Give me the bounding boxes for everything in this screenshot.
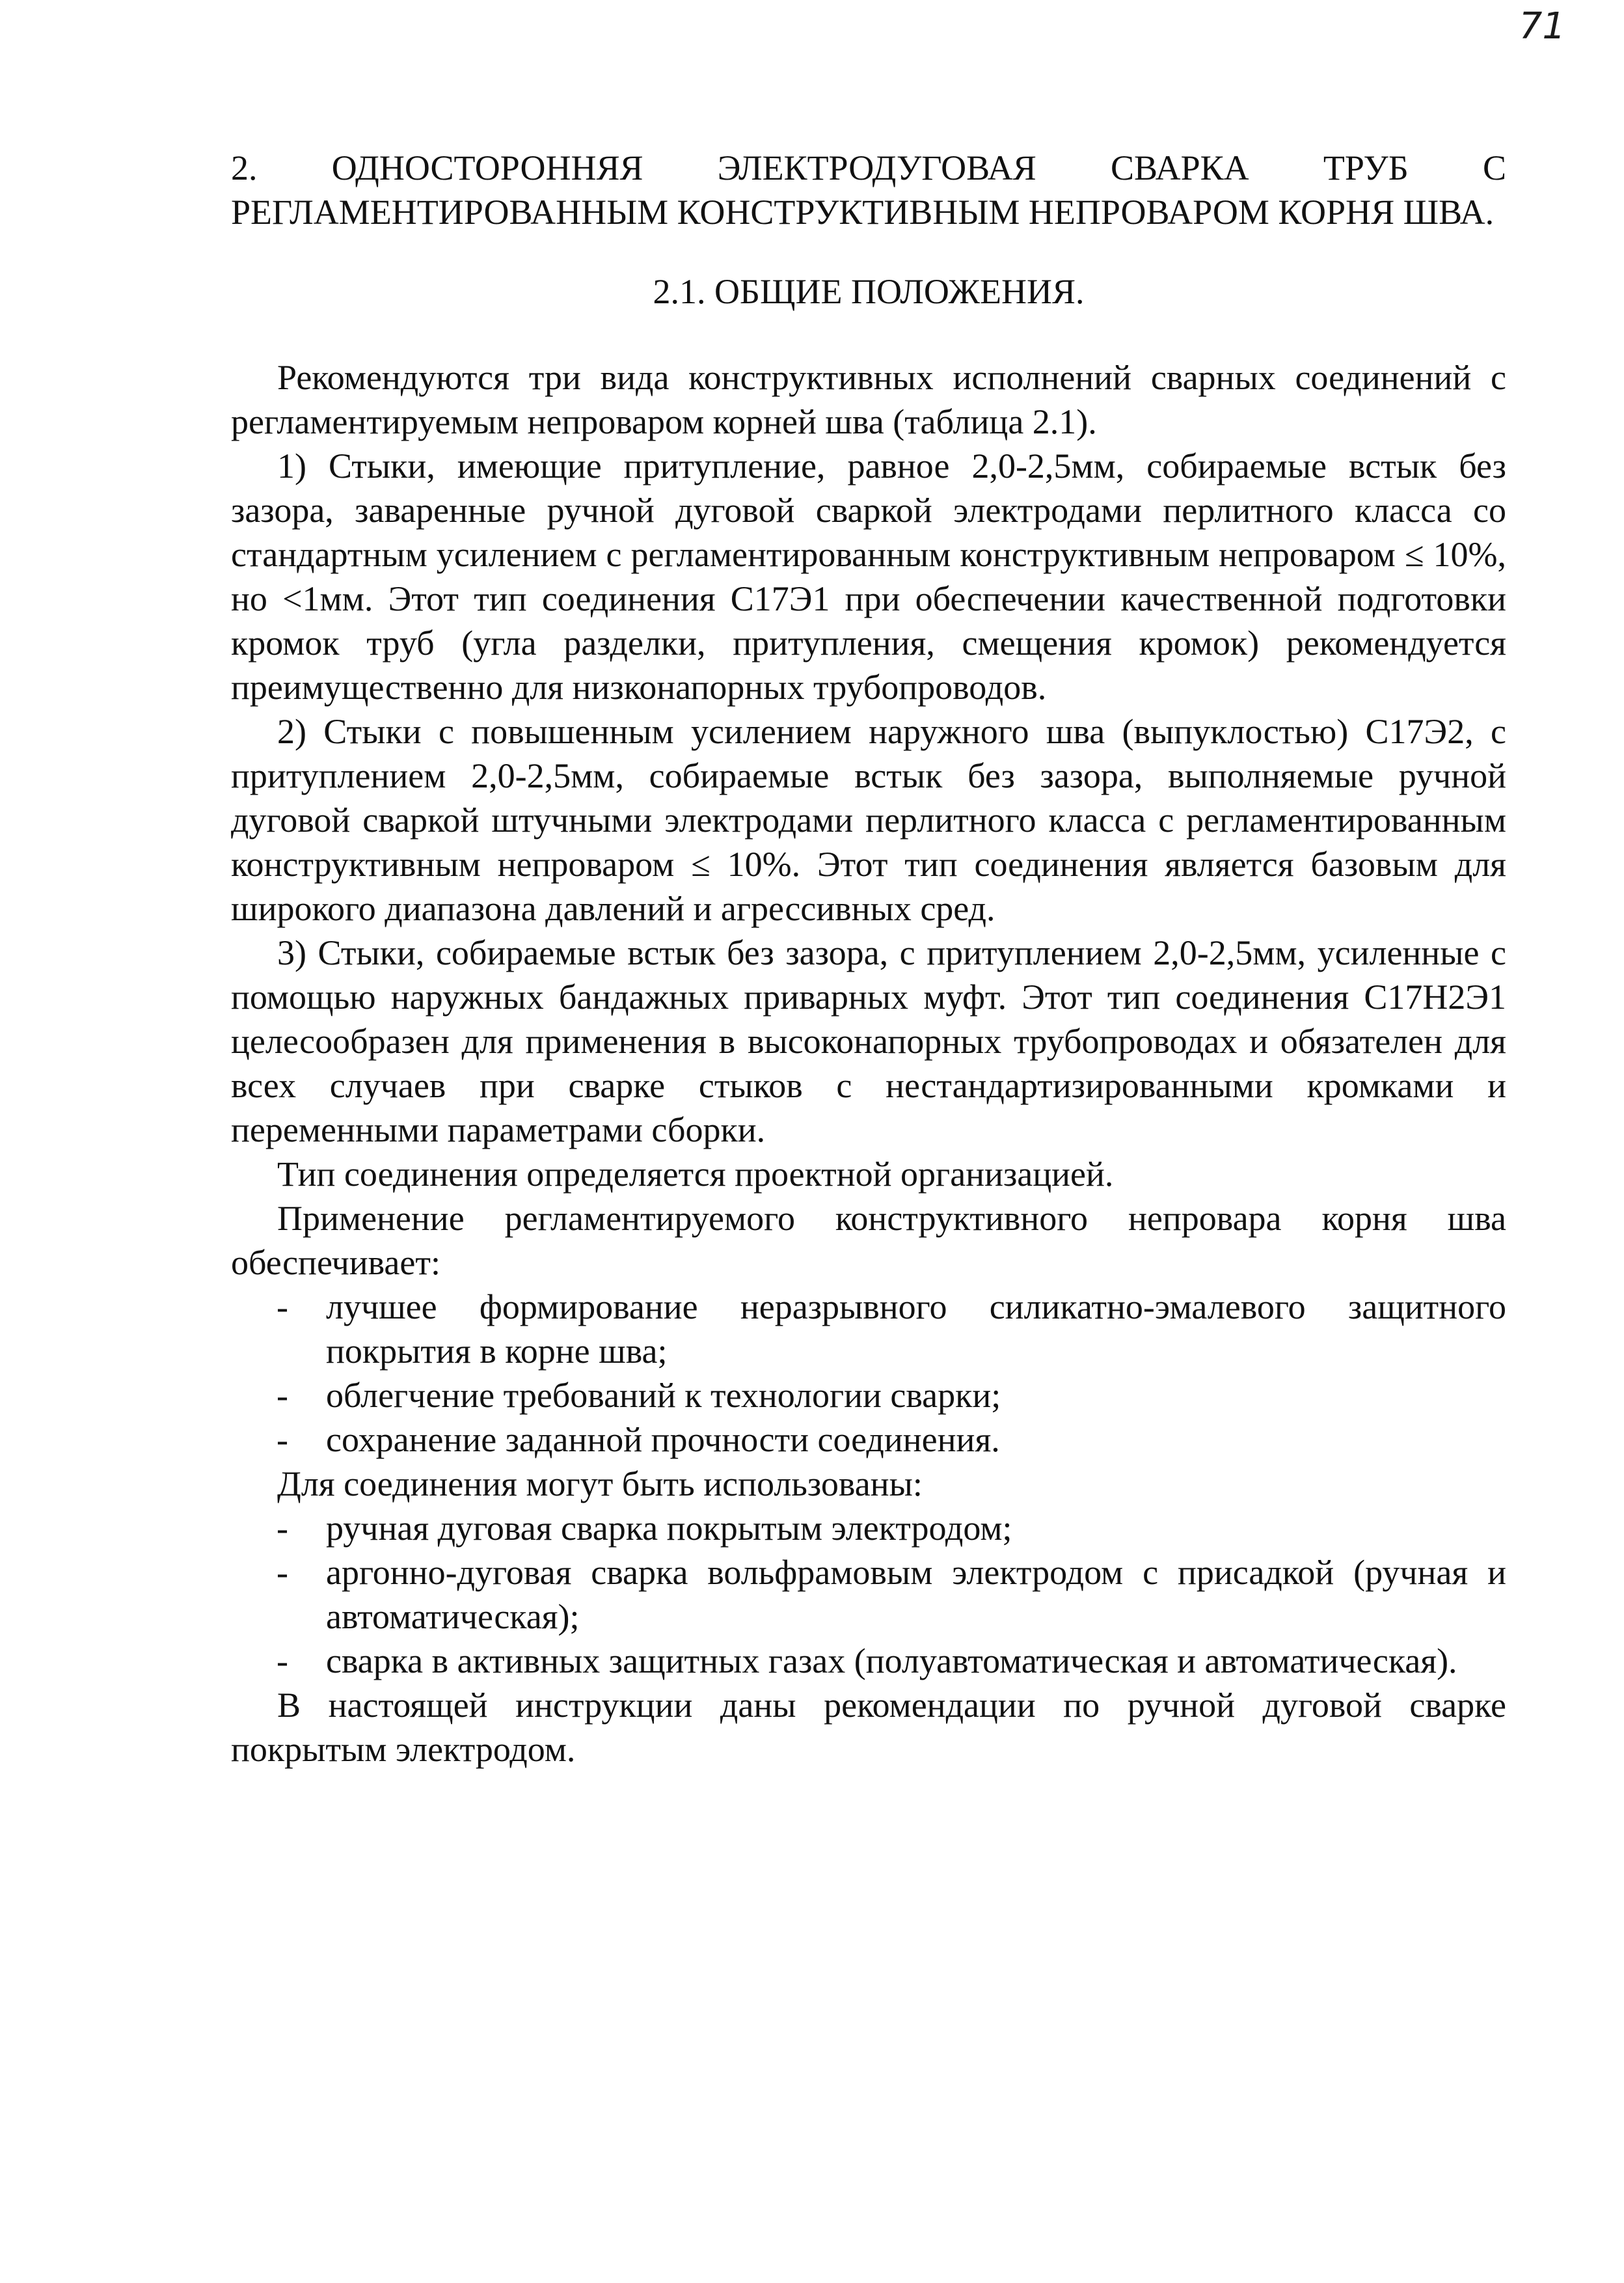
bullet-dash: - [277,1376,288,1415]
subsection-heading: 2.1. ОБЩИЕ ПОЛОЖЕНИЯ. [653,272,1085,311]
bullet-dash: - [277,1553,288,1592]
methods-intro-paragraph: Для соединения могут быть использованы: [277,1464,923,1503]
bullet-dash: - [277,1287,288,1326]
list-item-text: лучшее формирование неразрывного силикатно-эмалевого защитного покрытия в корне шва; [326,1287,1506,1371]
list-item-text: сварка в активных защитных газах (полуавтоматическая и автоматическая). [326,1641,1457,1680]
page-content [231,146,1506,1771]
bullet-dash: - [277,1509,288,1548]
list-item [231,1417,1506,1462]
conclusion-paragraph: В настоящей инструкции даны рекомендации по ручной дуговой сварке покрытым электродом. [231,1686,1506,1769]
type-defined-paragraph: Тип соединения определяется проектной организацией. [277,1155,1114,1194]
bullet-dash: - [277,1641,288,1680]
page-number: 71 [1519,5,1565,48]
joint-type-1-paragraph: 1) Стыки, имеющие притупление, равное 2,0-2,5мм, собираемые встык без зазора, заваренные ручной дуговой сваркой электродами перлитного класса со стандартным усилением с регламентированным конструктивным непроваром ≤ 10%, но <1мм. Этот тип соединения С17Э1 при обеспечении качественной подготовки кромок труб (угла разделки, притупления, смещения кромок) рекомендуется преимущественно для низконапорных трубопроводов. [231,446,1506,707]
joint-type-3-paragraph: 3) Стыки, собираемые встык без зазора, с притуплением 2,0-2,5мм, усиленные с помощью наружных бандажных приварных муфт. Этот тип соединения С17Н2Э1 целесообразен для применения в высоконапорных трубопроводах и обязателен для всех случаев при сварке стыков с нестандартизированными кромками и переменными параметрами сборки. [231,933,1506,1149]
application-paragraph: Применение регламентируемого конструктивного непровара корня шва обеспечивает: [231,1199,1506,1282]
bullet-dash: - [277,1420,288,1459]
list-item-text: ручная дуговая сварка покрытым электродом; [326,1509,1012,1548]
benefits-list [231,1285,1506,1462]
list-item-text: облегчение требований к технологии сварки; [326,1376,1001,1415]
joint-type-2-paragraph: 2) Стыки с повышенным усилением наружного шва (выпуклостью) С17Э2, с притуплением 2,0-2,5мм, собираемые встык без зазора, выполняемые ручной дуговой сваркой штучными электродами перлитного класса с регламентированным конструктивным непроваром ≤ 10%. Этот тип соединения является базовым для широкого диапазона давлений и агрессивных сред. [231,712,1506,928]
list-item [231,1506,1506,1550]
section-heading: 2. ОДНОСТОРОННЯЯ ЭЛЕКТРОДУГОВАЯ СВАРКА ТРУБ С РЕГЛАМЕНТИРОВАННЫМ КОНСТРУКТИВНЫМ НЕПРОВАРОМ КОРНЯ ШВА. [231,148,1506,232]
intro-paragraph: Рекомендуются три вида конструктивных исполнений сварных соединений с регламентируемым непроваром корней шва (таблица 2.1). [231,358,1506,441]
methods-list [231,1506,1506,1683]
list-item [231,1373,1506,1417]
list-item-text: сохранение заданной прочности соединения. [326,1420,1000,1459]
list-item [231,1639,1506,1683]
list-item-text: аргонно-дуговая сварка вольфрамовым электродом с присадкой (ручная и автоматическая); [326,1553,1506,1636]
list-item [231,1550,1506,1639]
list-item [231,1285,1506,1373]
